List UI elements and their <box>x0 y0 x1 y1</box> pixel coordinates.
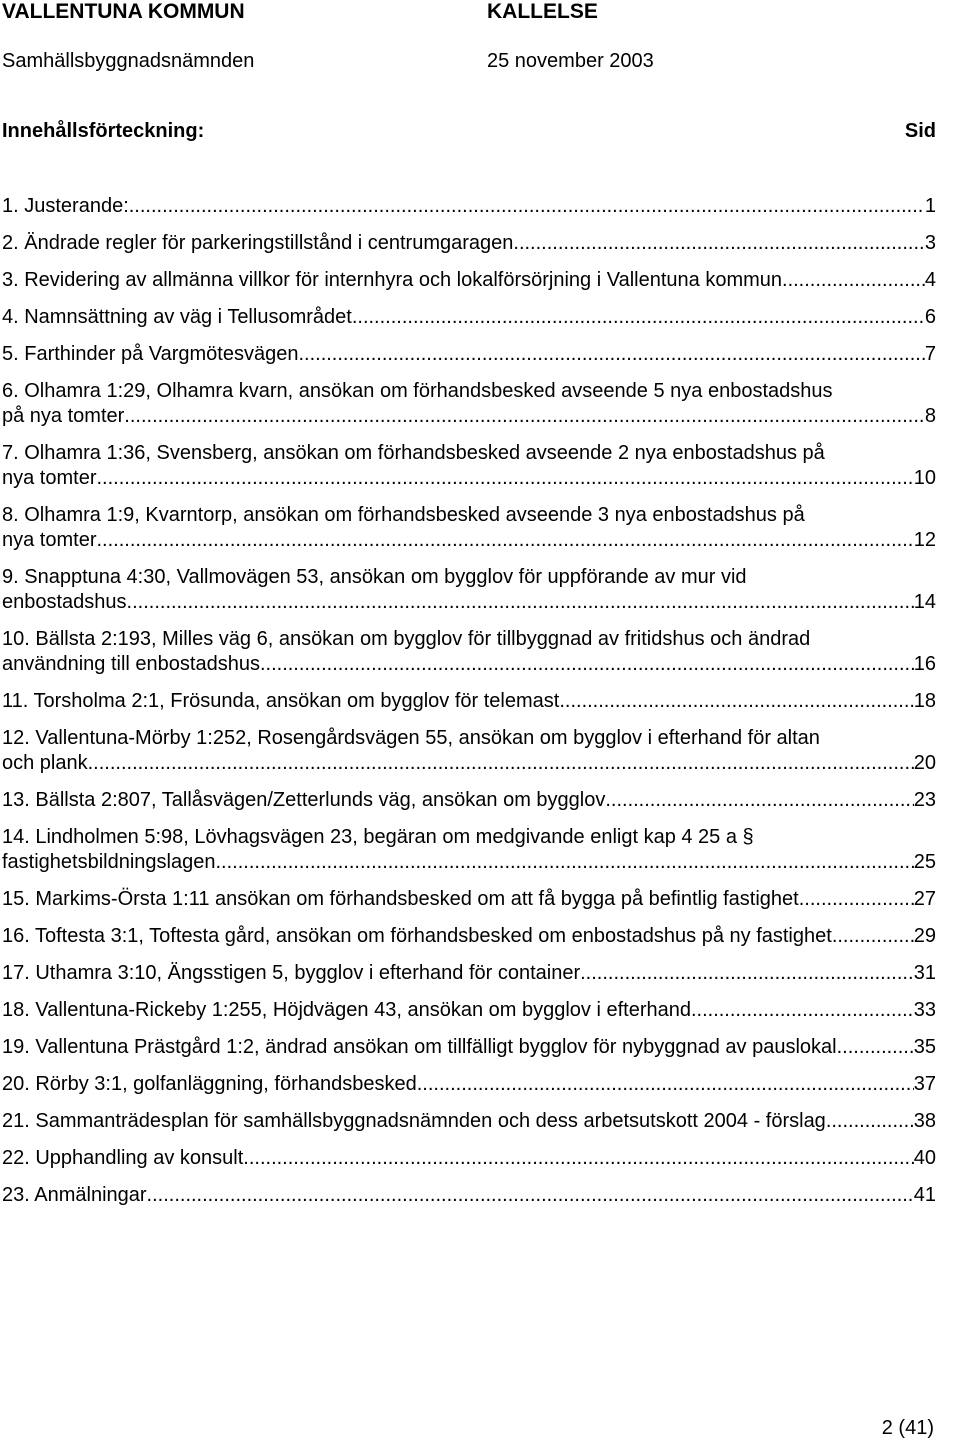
toc-page-number: 37 <box>913 1073 936 1095</box>
toc-entry[interactable] <box>2 379 936 429</box>
toc-entry-last-line <box>2 751 936 776</box>
toc-entry[interactable] <box>2 998 936 1023</box>
toc-entry-last-line <box>2 887 936 912</box>
toc-entry[interactable] <box>2 441 936 491</box>
toc-entry-title: nya tomter <box>2 467 97 489</box>
toc-entry[interactable] <box>2 1109 936 1134</box>
toc-entry-title: 16. Toftesta 3:1, Toftesta gård, ansökan om förhandsbesked om enbostadshus på ny fastighet <box>2 925 832 947</box>
toc-entry-title: användning till enbostadshus <box>2 653 260 675</box>
toc-entry-title-line: 9. Snapptuna 4:30, Vallmovägen 53, ansökan om bygglov för uppförande av mur vid <box>2 566 747 588</box>
toc-page-number: 40 <box>913 1147 936 1169</box>
toc-entry-title: 21. Sammanträdesplan för samhällsbyggnadsnämnden och dess arbetsutskott 2004 - förslag <box>2 1110 826 1132</box>
toc-entry[interactable] <box>2 1146 936 1171</box>
toc-entry-title-line: 10. Bällsta 2:193, Milles väg 6, ansökan om bygglov för tillbyggnad av fritidshus och ändrad <box>2 628 811 650</box>
toc-entry[interactable] <box>2 689 936 714</box>
toc-entry-title: på nya tomter <box>2 405 125 427</box>
committee-name: Samhällsbyggnadsnämnden <box>2 50 255 72</box>
toc-entry-title: fastighetsbildningslagen <box>2 851 216 873</box>
dot-leader <box>88 751 914 776</box>
toc-page-number: 16 <box>913 653 936 675</box>
toc-entry-title: 11. Torsholma 2:1, Frösunda, ansökan om bygglov för telemast <box>2 690 560 712</box>
toc-title: Innehållsförteckning: <box>2 120 205 142</box>
dot-leader <box>298 342 924 367</box>
dot-leader <box>826 1109 914 1134</box>
toc-entry-last-line <box>2 231 936 256</box>
toc-entry-title: 5. Farthinder på Vargmötesvägen <box>2 343 299 365</box>
toc-entry-last-line <box>2 998 936 1023</box>
toc-entry[interactable] <box>2 726 936 776</box>
toc-page-number: 8 <box>924 405 936 427</box>
toc-entry[interactable] <box>2 1035 936 1060</box>
toc-entry[interactable] <box>2 305 936 330</box>
toc-entry[interactable] <box>2 503 936 553</box>
toc-entry-title: 20. Rörby 3:1, golfanläggning, förhandsbesked <box>2 1073 417 1095</box>
toc-entry-title: nya tomter <box>2 529 97 551</box>
toc-entry-last-line <box>2 1072 936 1097</box>
toc-page-number: 20 <box>913 752 936 774</box>
toc-entry-title-line: 8. Olhamra 1:9, Kvarntorp, ansökan om förhandsbesked avseende 3 nya enbostadshus på <box>2 504 805 526</box>
toc-entry-title: 13. Bällsta 2:807, Tallåsvägen/Zetterlunds väg, ansökan om bygglov <box>2 789 606 811</box>
toc-page-number: 6 <box>924 306 936 328</box>
document-type: KALLELSE <box>487 0 598 23</box>
toc-page-number: 3 <box>924 232 936 254</box>
dot-leader <box>580 961 914 986</box>
toc-entry[interactable] <box>2 342 936 367</box>
meeting-date: 25 november 2003 <box>487 50 654 72</box>
toc-entry[interactable] <box>2 788 936 813</box>
dot-leader <box>127 590 914 615</box>
toc-entry-last-line <box>2 1146 936 1171</box>
toc-entry[interactable] <box>2 565 936 615</box>
toc-entry-title: enbostadshus <box>2 591 127 613</box>
toc-page-number: 27 <box>913 888 936 910</box>
toc-entry-title: 23. Anmälningar <box>2 1184 147 1206</box>
toc-entry[interactable] <box>2 924 936 949</box>
dot-leader <box>837 1035 914 1060</box>
dot-leader <box>124 404 925 429</box>
toc-entry[interactable] <box>2 825 936 875</box>
toc-entry-title-line: 14. Lindholmen 5:98, Lövhagsvägen 23, begäran om medgivande enligt kap 4 25 a § <box>2 826 754 848</box>
toc-entry-last-line <box>2 528 936 553</box>
toc-entry-title-line: 7. Olhamra 1:36, Svensberg, ansökan om förhandsbesked avseende 2 nya enbostadshus på <box>2 442 825 464</box>
dot-leader <box>352 305 925 330</box>
toc-entry-title: 22. Upphandling av konsult <box>2 1147 244 1169</box>
toc-entry-last-line <box>2 268 936 293</box>
dot-leader <box>832 924 914 949</box>
toc-page-number: 4 <box>924 269 936 291</box>
dot-leader <box>147 1183 914 1208</box>
toc-entry-last-line <box>2 689 936 714</box>
toc-entry[interactable] <box>2 268 936 293</box>
toc-page-number: 7 <box>924 343 936 365</box>
toc-entry[interactable] <box>2 887 936 912</box>
toc-entry-last-line <box>2 404 936 429</box>
toc-entry-title: 17. Uthamra 3:10, Ängsstigen 5, bygglov i efterhand för container <box>2 962 581 984</box>
toc-entry-last-line <box>2 850 936 875</box>
dot-leader <box>782 268 925 293</box>
toc-entry-title: 2. Ändrade regler för parkeringstillstånd i centrumgaragen <box>2 232 514 254</box>
toc-entry-title: 3. Revidering av allmänna villkor för internhyra och lokalförsörjning i Vallentuna kommun <box>2 269 783 291</box>
toc-page-number: 31 <box>913 962 936 984</box>
toc-page-number: 25 <box>913 851 936 873</box>
toc-entry[interactable] <box>2 1072 936 1097</box>
toc-page-number: 41 <box>913 1184 936 1206</box>
toc-entry-last-line <box>2 1109 936 1134</box>
toc-page-number: 23 <box>913 789 936 811</box>
toc-entry-last-line <box>2 466 936 491</box>
dot-leader <box>129 194 925 219</box>
toc-entry-last-line <box>2 1035 936 1060</box>
toc-page-number: 1 <box>924 195 936 217</box>
toc-entry-title-line: 6. Olhamra 1:29, Olhamra kvarn, ansökan om förhandsbesked avseende 5 nya enbostadshus <box>2 380 833 402</box>
toc-entry-title: 19. Vallentuna Prästgård 1:2, ändrad ansökan om tillfälligt bygglov för nybyggnad av pauslokal <box>2 1036 837 1058</box>
dot-leader <box>216 850 914 875</box>
toc-entry-title: och plank <box>2 752 88 774</box>
toc-heading-row <box>2 120 936 143</box>
toc-entry-last-line <box>2 305 936 330</box>
toc-entry-title: 1. Justerande: <box>2 195 129 217</box>
toc-page-number: 33 <box>913 999 936 1021</box>
dot-leader <box>243 1146 913 1171</box>
toc-entry-last-line <box>2 194 936 219</box>
toc-entry-title: 4. Namnsättning av väg i Tellusområdet <box>2 306 352 328</box>
toc-entry-title-line: 12. Vallentuna-Mörby 1:252, Rosengårdsvägen 55, ansökan om bygglov i efterhand för altan <box>2 727 820 749</box>
toc-page-number: 18 <box>913 690 936 712</box>
dot-leader <box>691 998 914 1023</box>
municipality-name: VALLENTUNA KOMMUN <box>2 0 245 23</box>
table-of-contents <box>2 194 936 1208</box>
toc-page-number: 12 <box>913 529 936 551</box>
toc-entry-last-line <box>2 924 936 949</box>
toc-entry-last-line <box>2 1183 936 1208</box>
dot-leader <box>513 231 924 256</box>
toc-entry[interactable] <box>2 231 936 256</box>
toc-page-number: 35 <box>913 1036 936 1058</box>
toc-entry-last-line <box>2 342 936 367</box>
toc-entry[interactable] <box>2 1183 936 1208</box>
toc-entry-last-line <box>2 961 936 986</box>
toc-entry-last-line <box>2 652 936 677</box>
toc-entry[interactable] <box>2 194 936 219</box>
dot-leader <box>96 466 913 491</box>
dot-leader <box>799 887 914 912</box>
toc-entry-title: 15. Markims-Örsta 1:11 ansökan om förhandsbesked om att få bygga på befintlig fastighet <box>2 888 799 910</box>
dot-leader <box>96 528 913 553</box>
toc-entry[interactable] <box>2 627 936 677</box>
dot-leader <box>417 1072 914 1097</box>
toc-entry-last-line <box>2 590 936 615</box>
toc-entry-title: 18. Vallentuna-Rickeby 1:255, Höjdvägen 43, ansökan om bygglov i efterhand <box>2 999 691 1021</box>
page-indicator: 2 (41) <box>881 1417 934 1439</box>
toc-page-number: 14 <box>913 591 936 613</box>
dot-leader <box>260 652 914 677</box>
page-column-heading: Sid <box>904 120 936 142</box>
toc-entry[interactable] <box>2 961 936 986</box>
dot-leader <box>559 689 913 714</box>
toc-entry-last-line <box>2 788 936 813</box>
toc-page-number: 29 <box>913 925 936 947</box>
toc-page-number: 10 <box>913 467 936 489</box>
dot-leader <box>605 788 913 813</box>
toc-page-number: 38 <box>913 1110 936 1132</box>
